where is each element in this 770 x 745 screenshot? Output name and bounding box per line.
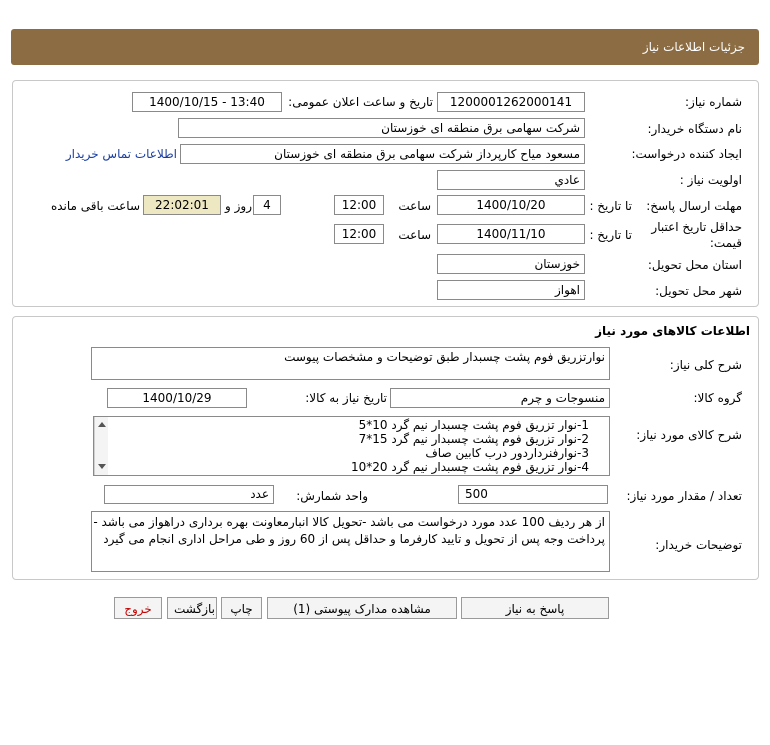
items-list	[93, 416, 610, 476]
exit-button[interactable]: خروج	[114, 597, 162, 619]
list-item: 3-نوارفنرداردور درب کابین صاف	[425, 446, 589, 460]
general-desc-label: شرح کلی نیاز:	[669, 358, 742, 372]
priority-field: عادي	[437, 170, 585, 190]
province-field: خوزستان	[437, 254, 585, 274]
send-time-field: 12:00	[334, 195, 384, 215]
print-button[interactable]: چاپ	[221, 597, 262, 619]
province-label: استان محل تحویل:	[647, 258, 742, 272]
items-scrollbar[interactable]	[94, 417, 108, 475]
goods-section-title: اطلاعات کالاهای مورد نیاز	[595, 324, 750, 338]
buyer-notes-label: توضیحات خریدار:	[655, 538, 742, 552]
validity-label-1: حداقل تاریخ اعتبار	[651, 220, 742, 234]
unit-field: عدد	[104, 485, 274, 504]
send-deadline-label: مهلت ارسال پاسخ:	[646, 199, 742, 213]
validity-label-2: قیمت:	[709, 236, 742, 250]
days-field: 4	[253, 195, 281, 215]
scroll-up-icon[interactable]	[98, 422, 106, 427]
buyer-notes-line: پرداخت وجه پس از تحویل و تایید کارفرما و حداقل پس از 60 روز و طی مراحل اداری انجام می گیرد	[103, 532, 605, 546]
back-button[interactable]: بازگشت	[167, 597, 217, 619]
priority-label: اولویت نیاز :	[679, 173, 742, 187]
validity-until-label: تا تاریخ :	[589, 228, 632, 242]
remaining-label: ساعت باقی مانده	[50, 199, 140, 213]
view-attachments-button[interactable]: مشاهده مدارک پیوستی (1)	[267, 597, 457, 619]
list-item: 1-نوار تزریق فوم پشت چسبدار نیم گرد 10*5	[358, 418, 589, 432]
unit-label: واحد شمارش:	[296, 489, 368, 503]
page-header	[11, 29, 759, 65]
items-label: شرح کالای مورد نیاز:	[636, 428, 742, 442]
reply-button[interactable]: پاسخ به نیاز	[461, 597, 609, 619]
validity-time-label: ساعت	[398, 228, 431, 242]
general-desc-field: نوارتزریق فوم پشت چسبدار طبق توضیحات و مشخصات پیوست	[91, 347, 610, 380]
buyer-org-field: شرکت سهامی برق منطقه ای خوزستان	[178, 118, 585, 138]
group-field: منسوجات و چرم	[390, 388, 610, 408]
group-label: گروه کالا:	[693, 391, 742, 405]
until-date-label: تا تاریخ :	[589, 199, 632, 213]
buyer-notes-field	[91, 511, 610, 572]
requester-field: مسعود میاح کارپرداز شرکت سهامی برق منطقه ای خوزستان	[180, 144, 585, 164]
need-number-label: شماره نیاز:	[685, 95, 742, 109]
need-number-field: 1200001262000141	[437, 92, 585, 112]
validity-date-field: 1400/11/10	[437, 224, 585, 244]
send-date-field: 1400/10/20	[437, 195, 585, 215]
contact-buyer-link[interactable]: اطلاعات تماس خریدار	[65, 147, 177, 161]
validity-time-field: 12:00	[334, 224, 384, 244]
buyer-notes-line: از هر ردیف 100 عدد مورد درخواست می باشد -تحویل کالا انبارمعاونت بهره برداری دراهواز می باشد -	[93, 515, 605, 529]
list-item: 4-نوار تزریق فوم پشت چسبدار نیم گرد 20*10	[351, 460, 589, 474]
qty-label: تعداد / مقدار مورد نیاز:	[626, 489, 742, 503]
scroll-down-icon[interactable]	[98, 464, 106, 469]
buyer-org-label: نام دستگاه خریدار:	[647, 122, 742, 136]
announce-field: 1400/10/15 - 13:40	[132, 92, 282, 112]
city-label: شهر محل تحویل:	[655, 284, 742, 298]
days-label: روز و	[225, 199, 252, 213]
announce-label: تاریخ و ساعت اعلان عمومی:	[288, 95, 433, 109]
city-field: اهواز	[437, 280, 585, 300]
remaining-time-field: 22:02:01	[143, 195, 221, 215]
send-time-label: ساعت	[398, 199, 431, 213]
requester-label: ایجاد کننده درخواست:	[631, 147, 742, 161]
page-title: جزئیات اطلاعات نیاز	[642, 40, 745, 54]
need-date-label: تاریخ نیاز به کالا:	[305, 391, 387, 405]
need-date-field: 1400/10/29	[107, 388, 247, 408]
qty-field: 500	[458, 485, 608, 504]
list-item: 2-نوار تزریق فوم پشت چسبدار نیم گرد 15*7	[358, 432, 589, 446]
